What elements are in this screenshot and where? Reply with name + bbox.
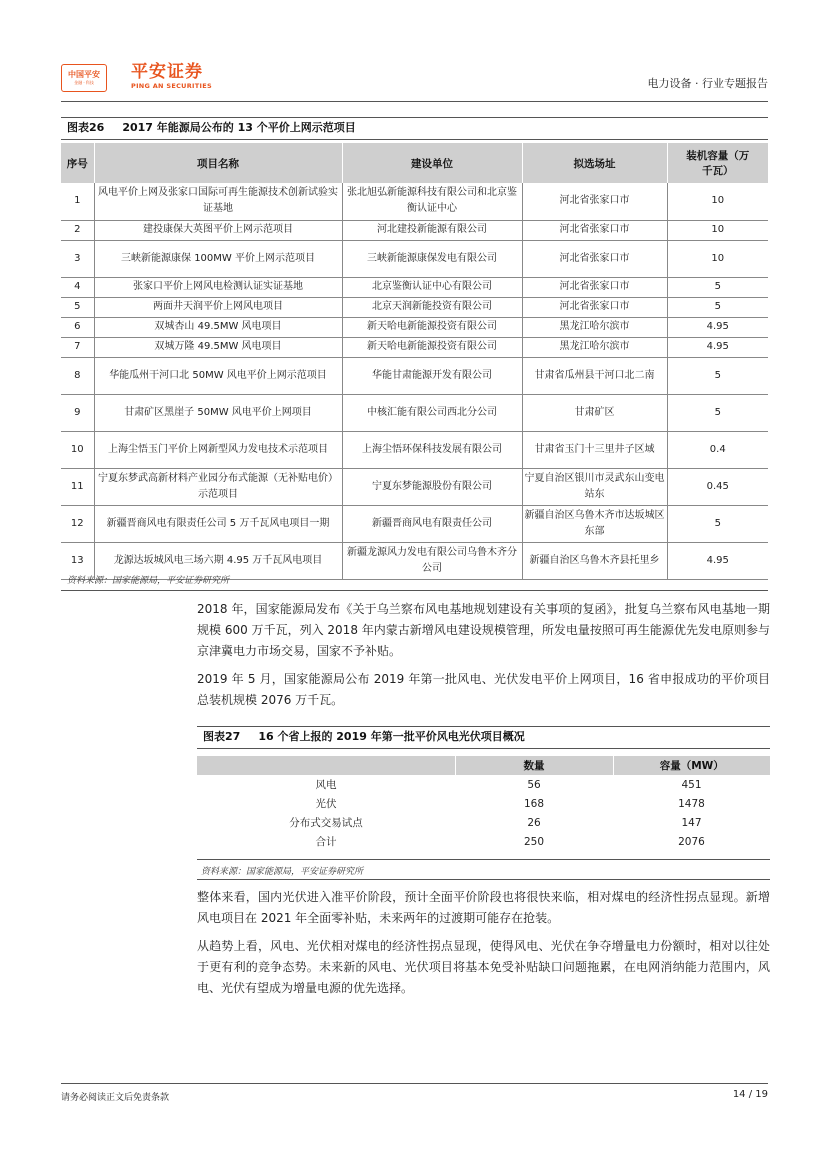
cell-site: 甘肃省瓜州县干河口北二南 [522, 357, 667, 394]
figure26-title-rule [61, 139, 768, 140]
footer-disclaimer: 请务必阅读正文后免责条款 [61, 1093, 170, 1103]
col-header-count: 数量 [455, 756, 613, 775]
cell-builder: 新天哈电新能源投资有限公司 [342, 337, 522, 357]
col-header-site: 拟选场址 [522, 143, 667, 183]
cell-builder: 新天哈电新能源投资有限公司 [342, 317, 522, 337]
figure27-table [197, 756, 770, 851]
cell-index: 1 [61, 183, 94, 220]
cell-project-name: 建投康保大英图平价上网示范项目 [94, 220, 342, 240]
cell-project-name: 双城杏山 49.5MW 风电项目 [94, 317, 342, 337]
cell-category: 分布式交易试点 [289, 817, 363, 829]
figure27-number: 图表27 [203, 730, 241, 743]
cell-capacity-mw: 147 [681, 816, 702, 829]
cell-capacity-mw: 1478 [678, 797, 705, 810]
cell-project-name: 双城万隆 49.5MW 风电项目 [94, 337, 342, 357]
cell-builder: 华能甘肃能源开发有限公司 [342, 357, 522, 394]
col-header-capacity: 装机容量（万千瓦） [667, 143, 768, 183]
cell-builder: 宁夏东梦能源股份有限公司 [342, 468, 522, 505]
figure27-bottom-rule [197, 879, 770, 880]
table-row [61, 468, 768, 505]
figure26-table [61, 143, 768, 580]
figure27-source: 资料来源：国家能源局，平安证券研究所 [201, 867, 364, 877]
cell-count: 168 [523, 797, 545, 810]
cell-capacity: 0.4 [667, 431, 768, 468]
cell-count: 26 [527, 816, 541, 829]
cell-index: 12 [61, 505, 94, 542]
cell-project-name: 风电平价上网及张家口国际可再生能源技术创新试验实证基地 [94, 183, 342, 220]
figure27-title [197, 727, 525, 747]
page-number: 14 / 19 [732, 1089, 768, 1100]
table-row [61, 297, 768, 317]
cell-capacity: 4.95 [667, 337, 768, 357]
cell-project-name: 三峡新能源康保 100MW 平价上网示范项目 [94, 240, 342, 277]
cell-index: 8 [61, 357, 94, 394]
figure27-title-rule [197, 748, 770, 749]
table-row [61, 505, 768, 542]
cell-builder: 北京鉴衡认证中心有限公司 [342, 277, 522, 297]
cell-index: 3 [61, 240, 94, 277]
cell-index: 5 [61, 297, 94, 317]
cell-capacity: 4.95 [667, 542, 768, 579]
cell-builder: 中核汇能有限公司西北分公司 [342, 394, 522, 431]
table-row [61, 317, 768, 337]
cell-category: 合计 [315, 836, 337, 848]
cell-site: 新疆自治区乌鲁木齐县托里乡 [522, 542, 667, 579]
cell-category: 风电 [315, 779, 337, 791]
cell-count: 56 [527, 778, 541, 791]
cell-site: 甘肃矿区 [522, 394, 667, 431]
cell-project-name: 新疆晋商风电有限责任公司 5 万千瓦风电项目一期 [94, 505, 342, 542]
figure26-title-text: 2017 年能源局公布的 13 个平价上网示范项目 [122, 121, 356, 134]
cell-site: 宁夏自治区银川市灵武东山变电站东 [522, 468, 667, 505]
cell-site: 甘肃省玉门十三里井子区域 [522, 431, 667, 468]
cell-builder: 河北建投新能源有限公司 [342, 220, 522, 240]
table-row [197, 794, 770, 813]
cell-builder: 上海尘悟环保科技发展有限公司 [342, 431, 522, 468]
cell-site: 河北省张家口市 [522, 297, 667, 317]
table-row [61, 337, 768, 357]
table-row [61, 431, 768, 468]
cell-index: 7 [61, 337, 94, 357]
cell-site: 河北省张家口市 [522, 240, 667, 277]
cell-project-name: 宁夏东梦武高新材料产业园分布式能源（无补贴电价）示范项目 [94, 468, 342, 505]
table-row [61, 277, 768, 297]
cell-capacity: 4.95 [667, 317, 768, 337]
figure27-source-rule [197, 859, 770, 860]
table-row [61, 240, 768, 277]
col-header-capacity-mw: 容量（MW） [613, 756, 770, 775]
cell-capacity: 5 [667, 357, 768, 394]
brand [131, 62, 212, 91]
cell-site: 新疆自治区乌鲁木齐市达坂城区东部 [522, 505, 667, 542]
table-header-row [197, 756, 770, 775]
cell-project-name: 龙源达坂城风电三场六期 4.95 万千瓦风电项目 [94, 542, 342, 579]
report-type: 电力设备 · 行业专题报告 [647, 77, 768, 90]
footer-divider [61, 1083, 768, 1084]
cell-site: 河北省张家口市 [522, 277, 667, 297]
table-row [61, 220, 768, 240]
cell-count: 250 [523, 835, 545, 848]
col-header-builder: 建设单位 [342, 143, 522, 183]
cell-site: 河北省张家口市 [522, 220, 667, 240]
table-row [61, 183, 768, 220]
brand-name-en: PING AN SECURITIES [131, 82, 212, 90]
cell-capacity: 5 [667, 277, 768, 297]
cell-capacity: 10 [667, 240, 768, 277]
table-row [197, 813, 770, 832]
col-header-index: 序号 [61, 143, 94, 183]
paragraph-wulanchabu: 2018 年，国家能源局发布《关于乌兰察布风电基地规划建设有关事项的复函》，批复乌兰察布风电基地一期规模 600 万千瓦，列入 2018 年内蒙古新增风电建设规模管理，所发电量按照可再生能源优先发电原则参与京津冀电力市场交易，国家不予补贴。 [197, 602, 770, 658]
col-header-project: 项目名称 [94, 143, 342, 183]
cell-capacity: 5 [667, 297, 768, 317]
cell-builder: 新疆龙源风力发电有限公司乌鲁木齐分公司 [342, 542, 522, 579]
paragraph-trend: 从趋势上看，风电、光伏相对煤电的经济性拐点显现，使得风电、光伏在争夺增量电力份额时，相对以往处于更有利的竞争态势。未来新的风电、光伏项目将基本免受补贴缺口问题拖累，在电网消纳能力范围内，风电、光伏有望成为增量电源的优先选择。 [197, 939, 770, 995]
table-row [61, 394, 768, 431]
cell-project-name: 甘肃矿区黑崖子 50MW 风电平价上网项目 [94, 394, 342, 431]
cell-capacity: 0.45 [667, 468, 768, 505]
page-header [61, 62, 768, 100]
cell-capacity-mw: 451 [681, 778, 702, 791]
cell-index: 11 [61, 468, 94, 505]
header-divider [61, 101, 768, 102]
cell-capacity: 5 [667, 394, 768, 431]
cell-index: 4 [61, 277, 94, 297]
cell-builder: 三峡新能源康保发电有限公司 [342, 240, 522, 277]
cell-index: 2 [61, 220, 94, 240]
brand-name-cn: 平安证券 [131, 62, 203, 82]
cell-capacity: 10 [667, 183, 768, 220]
cell-builder: 北京天润新能投资有限公司 [342, 297, 522, 317]
table-header-row [61, 143, 768, 183]
pingan-logo [61, 64, 107, 92]
cell-capacity-mw: 2076 [678, 835, 705, 848]
cell-project-name: 华能瓜州干河口北 50MW 风电平价上网示范项目 [94, 357, 342, 394]
logo-main-text: 中国平安 [68, 70, 100, 79]
figure27-title-text: 16 个省上报的 2019 年第一批平价风电光伏项目概况 [258, 730, 525, 743]
cell-site: 黑龙江哈尔滨市 [522, 317, 667, 337]
cell-capacity: 5 [667, 505, 768, 542]
cell-index: 13 [61, 542, 94, 579]
cell-index: 10 [61, 431, 94, 468]
cell-project-name: 两面井天润平价上网风电项目 [94, 297, 342, 317]
figure26-title [61, 118, 356, 138]
paragraph-2019-batch: 2019 年 5 月，国家能源局公布 2019 年第一批风电、光伏发电平价上网项目，16 省申报成功的平价项目总装机规模 2076 万千瓦。 [197, 672, 770, 707]
table-row [61, 357, 768, 394]
cell-category: 光伏 [315, 798, 337, 810]
cell-builder: 新疆晋商风电有限责任公司 [342, 505, 522, 542]
paragraph-overview: 整体来看，国内光伏进入准平价阶段，预计全面平价阶段也将很快来临，相对煤电的经济性拐点显现。新增风电项目在 2021 年全面零补贴，未来两年的过渡期可能存在抢装。 [197, 890, 770, 925]
cell-project-name: 上海尘悟玉门平价上网新型风力发电技术示范项目 [94, 431, 342, 468]
figure26-source: 资料来源：国家能源局，平安证券研究所 [67, 576, 230, 586]
col-header-category [197, 756, 455, 775]
cell-site: 黑龙江哈尔滨市 [522, 337, 667, 357]
cell-index: 9 [61, 394, 94, 431]
cell-project-name: 张家口平价上网风电检测认证实证基地 [94, 277, 342, 297]
cell-index: 6 [61, 317, 94, 337]
table-row [197, 832, 770, 851]
table-row [197, 775, 770, 794]
cell-capacity: 10 [667, 220, 768, 240]
logo-sub-text: 金融 · 科技 [74, 80, 94, 85]
figure26-number: 图表26 [67, 121, 105, 134]
figure26-bottom-rule [61, 590, 768, 591]
cell-builder: 张北旭弘新能源科技有限公司和北京鉴衡认证中心 [342, 183, 522, 220]
cell-site: 河北省张家口市 [522, 183, 667, 220]
